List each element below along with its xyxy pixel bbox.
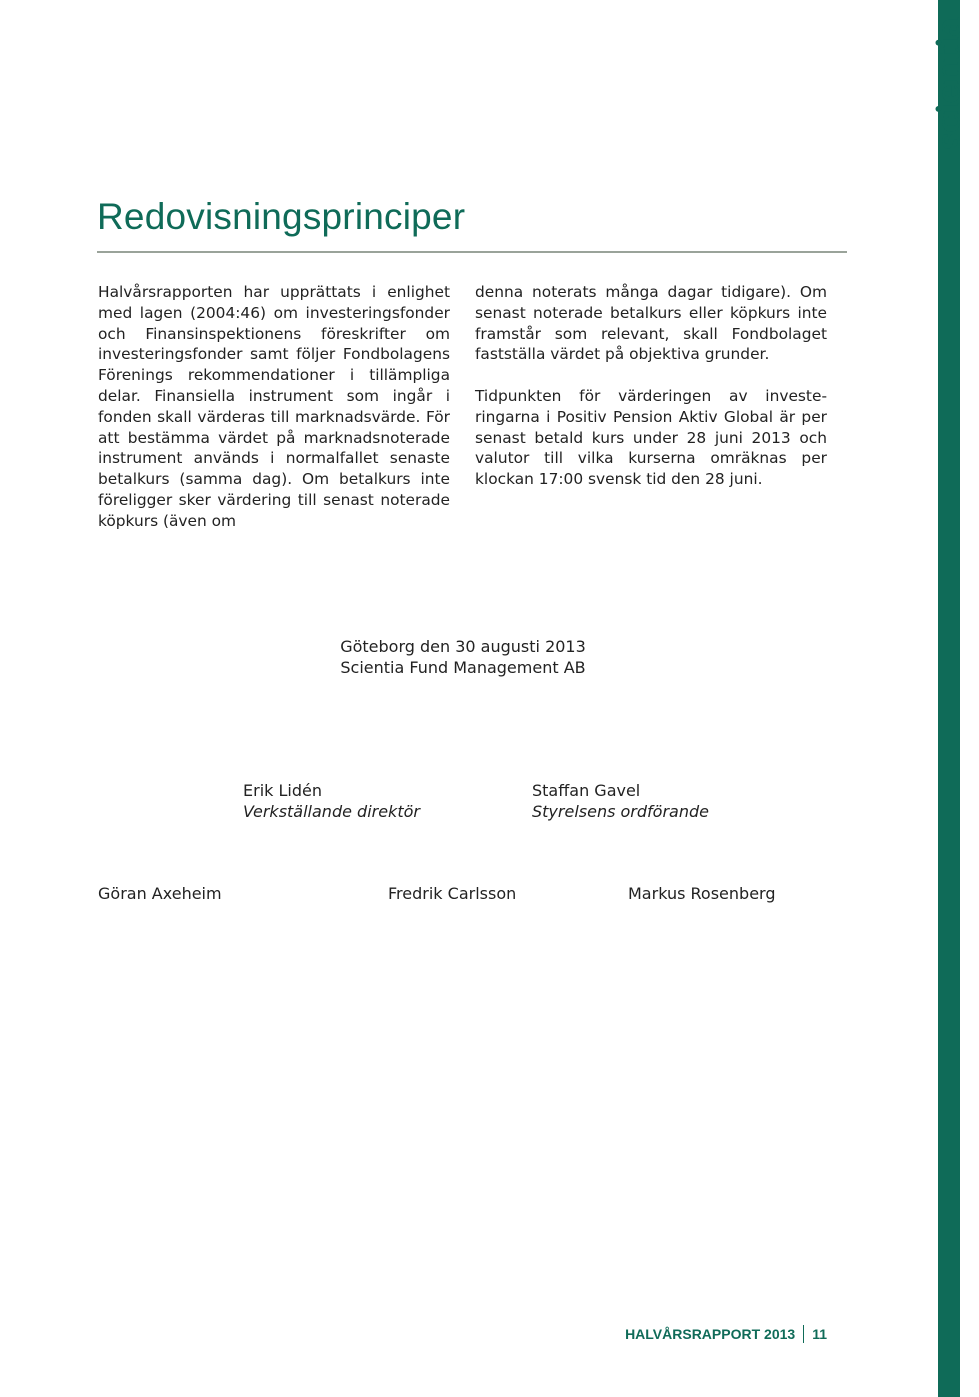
signatory-role: Verkställande direktör: [243, 802, 420, 821]
signatory-ceo: [243, 780, 420, 822]
signatory-chairman: [532, 780, 709, 822]
signatory-name: Staffan Gavel: [532, 781, 641, 800]
left-paragraph-1: Halvårsrapporten har upprättats i enlighet med lagen (2004:46) om investeringsfonder och Finansinspektionens föreskrifter om investeringsfonder samt följer Fondbolagens Förenings rekommendationer i tillämpliga delar. Finansiella instrument som ingår i fonden skall värderas till marknadsvärde. För att bestämma värdet på marknadsnoterade instrument används i normalfallet senaste betalkurs (samma dag). Om betalkurs inte föreligger sker värdering till senast noterade köpkurs (även om: [98, 283, 450, 530]
footer-separator: [803, 1325, 804, 1343]
page-number: 11: [812, 1326, 827, 1342]
brand-side-bar: [938, 0, 960, 1397]
page-footer: [625, 1325, 827, 1343]
signoff-block: [0, 636, 926, 678]
signatory-board-member: [388, 883, 516, 904]
signatory-name: Fredrik Carlsson: [388, 884, 517, 903]
signatory-role: Styrelsens ordförande: [532, 802, 709, 821]
page-title: Redovisningsprinciper: [97, 196, 466, 237]
company-name: Scientia Fund Management AB: [340, 658, 586, 677]
brand-logo: [919, 2, 979, 152]
brand-logo-text: scientia: [931, 17, 967, 150]
signatory-board-member: [628, 883, 775, 904]
place-date: Göteborg den 30 augusti 2013: [340, 637, 586, 656]
footer-report-label: HALVÅRSRAPPORT 2013: [625, 1326, 796, 1342]
signatory-name: Erik Lidén: [243, 781, 322, 800]
title-divider: [97, 251, 847, 253]
signatory-board-member: [98, 883, 222, 904]
left-column: [98, 282, 450, 532]
right-paragraph-1: denna noterats många dagar tidigare). Om senast noterade betalkurs eller köpkurs inte framstår som relevant, skall Fondbolaget fastställa värdet på objektiva grunder.: [475, 283, 827, 364]
right-column: [475, 282, 827, 490]
right-paragraph-2: Tidpunkten för värderingen av investeringarna i Positiv Pension Aktiv Global är per senast betald kurs under 28 juni 2013 och valutor till vilka kurserna omräknas per klockan 17:00 svensk tid den 28 juni.: [475, 386, 827, 489]
signatory-name: Markus Rosenberg: [628, 884, 776, 903]
signatory-name: Göran Axeheim: [98, 884, 222, 903]
